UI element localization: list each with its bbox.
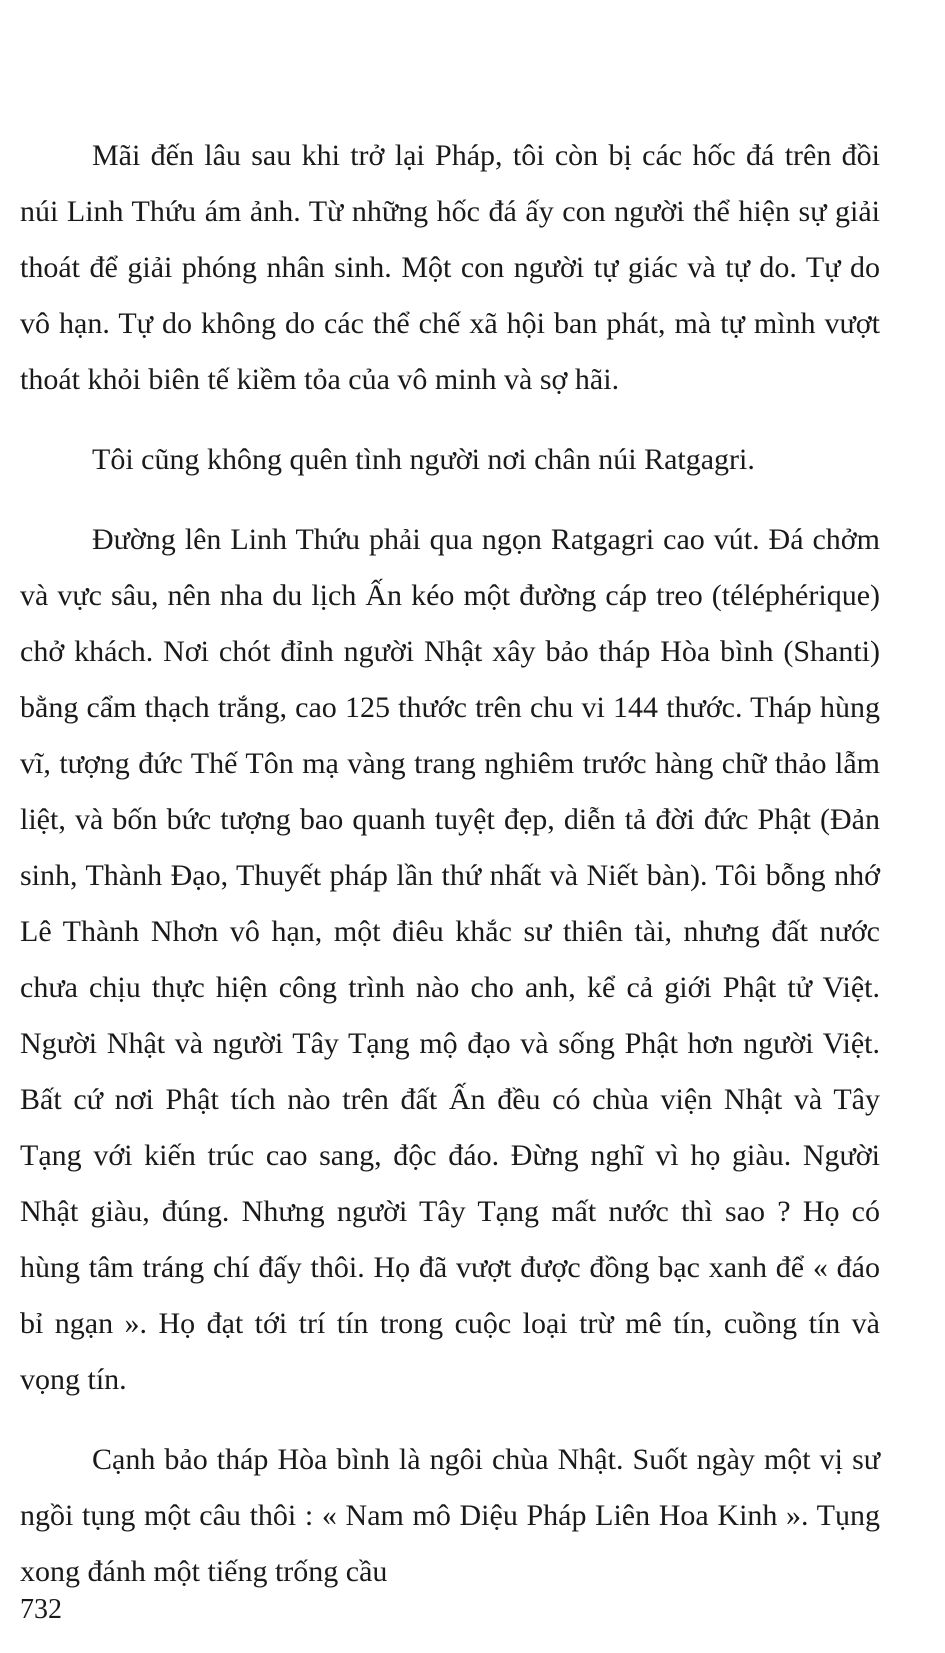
paragraph-4: Cạnh bảo tháp Hòa bình là ngôi chùa Nhật. Suốt ngày một vị sư ngồi tụng một câu thôi : « Nam mô Diệu Pháp Liên Hoa Kinh ». Tụng xong đánh một tiếng trống cầu	[20, 1443, 880, 1588]
body-text	[20, 128, 880, 1600]
paragraph-1: Mãi đến lâu sau khi trở lại Pháp, tôi còn bị các hốc đá trên đồi núi Linh Thứu ám ảnh. Từ những hốc đá ấy con người thể hiện sự giải thoát để giải phóng nhân sinh. Một con người tự giác và tự do. Tự do vô hạn. Tự do không do các thể chế xã hội ban phát, mà tự mình vượt thoát khỏi biên tế kiềm tỏa của vô minh và sợ hãi.	[20, 139, 880, 396]
page-number: 732	[20, 1594, 62, 1625]
paragraph-2: Tôi cũng không quên tình người nơi chân núi Ratgagri.	[92, 443, 755, 476]
paragraph-3: Đường lên Linh Thứu phải qua ngọn Ratgagri cao vút. Đá chởm và vực sâu, nên nha du lịch Ấn kéo một đường cáp treo (téléphérique) chở khách. Nơi chót đỉnh người Nhật xây bảo tháp Hòa bình (Shanti) bằng cẩm thạch trắng, cao 125 thước trên chu vi 144 thước. Tháp hùng vĩ, tượng đức Thế Tôn mạ vàng trang nghiêm trước hàng chữ thảo lẫm liệt, và bốn bức tượng bao quanh tuyệt đẹp, diễn tả đời đức Phật (Đản sinh, Thành Đạo, Thuyết pháp lần thứ nhất và Niết bàn). Tôi bỗng nhớ Lê Thành Nhơn vô hạn, một điêu khắc sư thiên tài, nhưng đất nước chưa chịu thực hiện công trình nào cho anh, kể cả giới Phật tử Việt. Người Nhật và người Tây Tạng mộ đạo và sống Phật hơn người Việt. Bất cứ nơi Phật tích nào trên đất Ấn đều có chùa viện Nhật và Tây Tạng với kiến trúc cao sang, độc đáo. Đừng nghĩ vì họ giàu. Người Nhật giàu, đúng. Nhưng người Tây Tạng mất nước thì sao ? Họ có hùng tâm tráng chí đấy thôi. Họ đã vượt được đồng bạc xanh để « đáo bỉ ngạn ». Họ đạt tới trí tín trong cuộc loại trừ mê tín, cuồng tín và vọng tín.	[20, 523, 880, 1396]
